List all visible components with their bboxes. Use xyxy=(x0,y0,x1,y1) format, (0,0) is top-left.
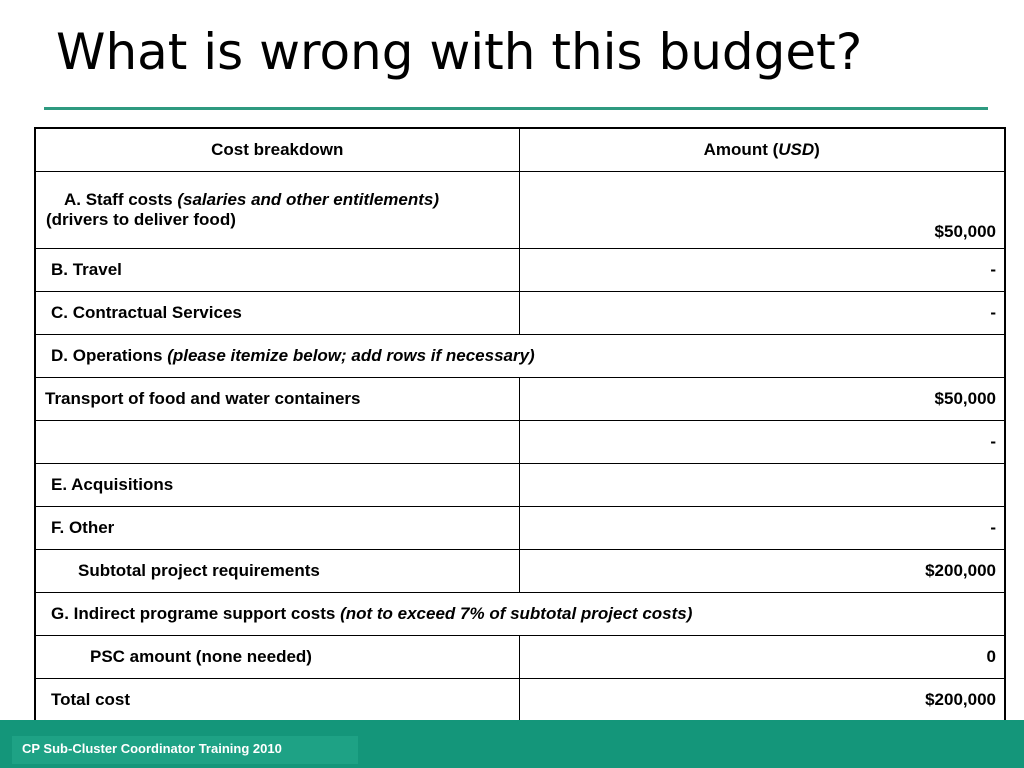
table-row-other xyxy=(35,507,1005,550)
subtotal-amount: $200,000 xyxy=(519,550,1005,593)
table-row-subtotal xyxy=(35,550,1005,593)
table-row-staff xyxy=(35,172,1005,249)
travel-amount: - xyxy=(519,249,1005,292)
total-label: Total cost xyxy=(35,679,519,723)
psc-label: PSC amount (none needed) xyxy=(35,636,519,679)
staff-amount: $50,000 xyxy=(519,172,1005,249)
operations-cell xyxy=(35,335,1005,378)
travel-label: B. Travel xyxy=(35,249,519,292)
table-row-indirect xyxy=(35,593,1005,636)
total-amount: $200,000 xyxy=(519,679,1005,723)
table-row-contractual xyxy=(35,292,1005,335)
header-amount-close: ) xyxy=(814,140,820,159)
table-row-total xyxy=(35,679,1005,723)
other-label: F. Other xyxy=(35,507,519,550)
other-amount: - xyxy=(519,507,1005,550)
budget-table xyxy=(34,127,1006,723)
header-amount xyxy=(519,128,1005,172)
blank-amount: - xyxy=(519,421,1005,464)
operations-label: D. Operations xyxy=(51,346,168,365)
table-row-transport xyxy=(35,378,1005,421)
blank-label xyxy=(35,421,519,464)
footer-text: CP Sub-Cluster Coordinator Training 2010 xyxy=(22,741,282,756)
table-header-row xyxy=(35,128,1005,172)
table-row-operations xyxy=(35,335,1005,378)
subtotal-label: Subtotal project requirements xyxy=(35,550,519,593)
title-divider xyxy=(44,107,988,110)
contractual-amount: - xyxy=(519,292,1005,335)
contractual-label: C. Contractual Services xyxy=(35,292,519,335)
header-amount-unit: USD xyxy=(778,140,815,159)
header-cost-breakdown: Cost breakdown xyxy=(35,128,519,172)
slide-title: What is wrong with this budget? xyxy=(56,23,863,81)
indirect-label: G. Indirect programe support costs xyxy=(51,604,341,623)
table-row-acquisitions xyxy=(35,464,1005,507)
table-row-blank xyxy=(35,421,1005,464)
table-row-travel xyxy=(35,249,1005,292)
psc-amount: 0 xyxy=(519,636,1005,679)
transport-label: Transport of food and water containers xyxy=(35,378,519,421)
staff-label: A. Staff costs xyxy=(64,190,178,209)
header-amount-label: Amount ( xyxy=(703,140,779,159)
indirect-cell xyxy=(35,593,1005,636)
acquisitions-amount xyxy=(519,464,1005,507)
staff-note: (salaries and other entitlements) xyxy=(177,190,440,209)
transport-amount: $50,000 xyxy=(519,378,1005,421)
acquisitions-label: E. Acquisitions xyxy=(35,464,519,507)
staff-line2: (drivers to deliver food) xyxy=(46,210,236,229)
operations-note: (please itemize below; add rows if necessary) xyxy=(167,346,535,365)
staff-cell xyxy=(35,172,519,249)
indirect-note: (not to exceed 7% of subtotal project costs) xyxy=(340,604,693,623)
table-row-psc xyxy=(35,636,1005,679)
